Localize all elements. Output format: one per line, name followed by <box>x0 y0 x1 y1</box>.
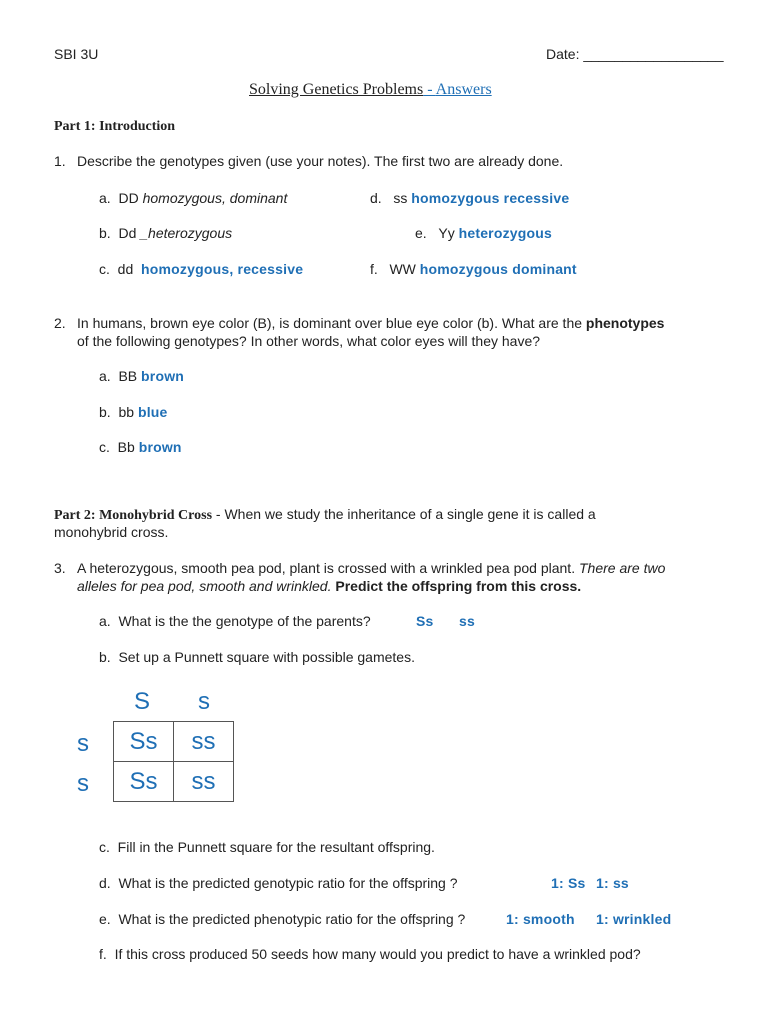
q3b-text: Set up a Punnett square with possible gametes. <box>118 649 415 665</box>
q2b-letter: b. <box>99 404 111 420</box>
q2a-item <box>99 368 184 384</box>
q1e-item <box>415 225 552 241</box>
q1c-genotype: dd <box>117 261 134 277</box>
q2-line1-bold: phenotypes <box>585 315 665 331</box>
q3-line2 <box>77 578 581 594</box>
q3d-letter: d. <box>99 875 111 891</box>
q2a-letter: a. <box>99 368 111 384</box>
q1d-item <box>370 190 569 206</box>
q1a-answer: homozygous, dominant <box>142 190 288 206</box>
punnett-top-allele-2: s <box>198 688 210 715</box>
part2-intro-line2: monohybrid cross. <box>54 524 169 540</box>
title-dash: - <box>423 81 436 98</box>
q1b-answer: _heterozygous <box>140 225 233 241</box>
q3-line1-text: A heterozygous, smooth pea pod, plant is crossed with a wrinkled pea pod plant. <box>77 560 579 576</box>
q1d-genotype: ss <box>393 190 408 206</box>
q3c-letter: c. <box>99 839 110 855</box>
q3f-text: If this cross produced 50 seeds how many would you predict to have a wrinkled pod? <box>114 946 641 962</box>
q3e-answer-2: 1: wrinkled <box>596 911 672 927</box>
punnett-cell: Ss <box>114 762 174 802</box>
punnett-cell: ss <box>174 762 234 802</box>
q3a-letter: a. <box>99 613 111 629</box>
q1c-letter: c. <box>99 261 110 277</box>
q3-number: 3. <box>54 560 66 576</box>
q2b-answer: blue <box>137 404 168 420</box>
punnett-side-allele-2: s <box>77 770 89 797</box>
q2c-item <box>99 439 182 455</box>
q3b-letter: b. <box>99 649 111 665</box>
q3a-answer-1: Ss <box>416 613 434 629</box>
q1f-genotype: WW <box>389 261 416 277</box>
date-field: Date: __________________ <box>546 46 724 62</box>
q2c-letter: c. <box>99 439 110 455</box>
punnett-cell: Ss <box>114 722 174 762</box>
q3e-letter: e. <box>99 911 111 927</box>
q1a-letter: a. <box>99 190 111 206</box>
part2-intro-text: - When we study the inheritance of a single gene it is called a <box>212 506 596 522</box>
q2b-genotype: bb <box>118 404 135 420</box>
q2b-item <box>99 404 168 420</box>
punnett-side-allele-1: s <box>77 730 89 757</box>
q1c-answer: homozygous, recessive <box>141 261 304 277</box>
punnett-row <box>114 762 234 802</box>
q1c-item <box>99 261 303 277</box>
q1b-genotype: Dd <box>118 225 137 241</box>
q1b-item <box>99 225 232 241</box>
q1d-letter: d. <box>370 190 382 206</box>
q1e-genotype: Yy <box>438 225 455 241</box>
q2a-answer: brown <box>141 368 185 384</box>
q3e-answer-1: 1: smooth <box>506 911 575 927</box>
q2-number: 2. <box>54 315 66 331</box>
q1-text: Describe the genotypes given (use your notes). The first two are already done. <box>77 153 564 169</box>
title-main: Solving Genetics Problems <box>249 81 424 98</box>
punnett-cell: ss <box>174 722 234 762</box>
q3d-answer-2: 1: ss <box>596 875 629 891</box>
q1e-answer: heterozygous <box>458 225 553 241</box>
q2-line2: of the following genotypes? In other words, what color eyes will they have? <box>77 333 541 349</box>
q2c-answer: brown <box>138 439 182 455</box>
part2-intro <box>54 506 596 524</box>
title-answers: Answers <box>435 81 492 98</box>
q2-line1 <box>77 315 664 331</box>
q3f-item <box>99 946 641 962</box>
q3b-item <box>99 649 415 665</box>
q1f-letter: f. <box>370 261 378 277</box>
q2c-genotype: Bb <box>117 439 135 455</box>
q1a-item <box>99 190 287 206</box>
q1e-letter: e. <box>415 225 427 241</box>
page-title <box>249 81 492 99</box>
punnett-row <box>114 722 234 762</box>
punnett-grid <box>113 721 234 802</box>
q1f-item <box>370 261 577 277</box>
q1b-letter: b. <box>99 225 111 241</box>
punnett-top-allele-1: S <box>134 688 151 715</box>
q3a-text: What is the the genotype of the parents? <box>118 613 371 629</box>
q2-line1-text: In humans, brown eye color (B), is dominant over blue eye color (b). What are the <box>77 315 586 331</box>
q3d-answer-1: 1: Ss <box>551 875 586 891</box>
q3d-text: What is the predicted genotypic ratio for the offspring ? <box>118 875 458 891</box>
q1-number: 1. <box>54 153 66 169</box>
q3e-text: What is the predicted phenotypic ratio for the offspring ? <box>118 911 466 927</box>
q1f-answer: homozygous dominant <box>419 261 577 277</box>
q3-line1 <box>77 560 665 576</box>
q1d-answer: homozygous recessive <box>411 190 570 206</box>
q3d-item <box>99 875 458 891</box>
q3-line1-italic: There are two <box>578 560 666 576</box>
q2a-genotype: BB <box>118 368 138 384</box>
q3e-item <box>99 911 465 927</box>
part2-heading: Part 2: Monohybrid Cross <box>54 508 213 523</box>
part1-heading: Part 1: Introduction <box>54 119 176 134</box>
q1a-genotype: DD <box>118 190 139 206</box>
q3a-item <box>99 613 371 629</box>
q3-line2-italic: alleles for pea pod, smooth and wrinkled. <box>77 578 332 594</box>
q3-line2-bold: Predict the offspring from this cross. <box>335 578 582 594</box>
course-code: SBI 3U <box>54 46 99 62</box>
q3f-letter: f. <box>99 946 107 962</box>
q3c-text: Fill in the Punnett square for the resultant offspring. <box>117 839 435 855</box>
q3c-item <box>99 839 435 855</box>
q3a-answer-2: ss <box>459 613 475 629</box>
